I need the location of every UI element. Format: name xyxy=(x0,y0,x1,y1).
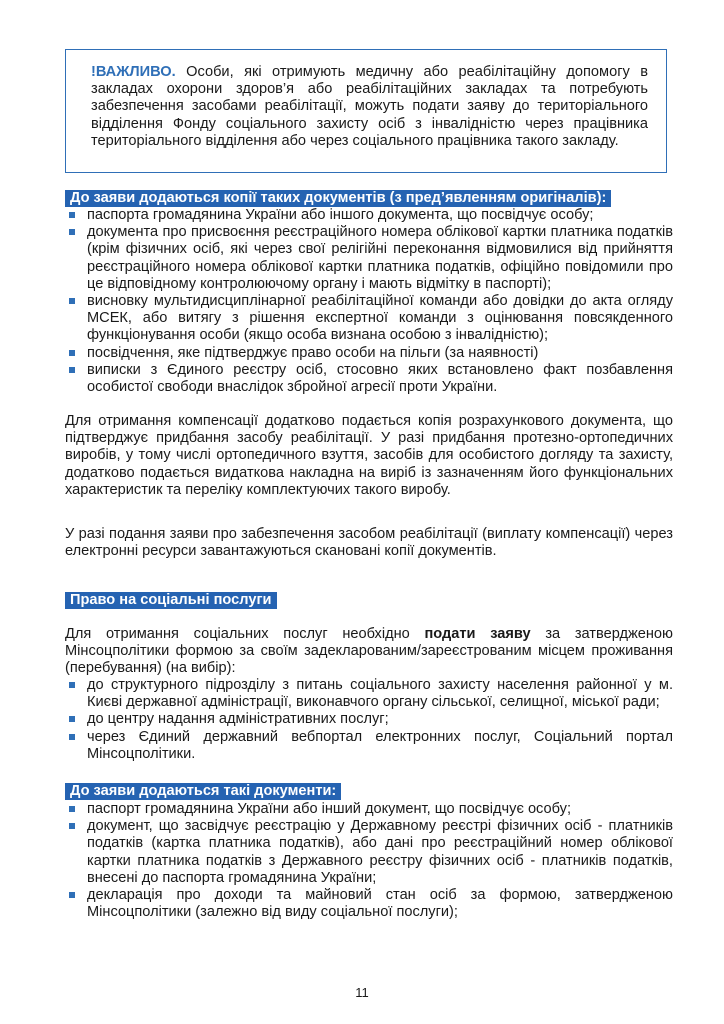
social-services-intro: Для отримання соціальних послуг необхідно подати заяву за затвердженою Мінсоцполітики формою за своїм задекларованим/зареєстрованим місцем проживання (перебування) (на вибір): xyxy=(65,626,673,677)
list-item: до центру надання адміністративних послуг; xyxy=(65,711,673,728)
list-item: до структурного підрозділу з питань соціального захисту населення районної у м. Києві державної адміністрації, виконавчого органу сільської, селищної, міської ради; xyxy=(65,677,673,711)
bullet-square-icon xyxy=(69,298,75,304)
bullet-square-icon xyxy=(69,367,75,373)
bullet-square-icon xyxy=(69,716,75,722)
section-header-social-services: Право на соціальні послуги xyxy=(65,592,277,609)
list-item: через Єдиний державний вебпортал електронних послуг, Соціальний портал Мінсоцполітики. xyxy=(65,729,673,763)
list-item: паспорта громадянина України або іншого документа, що посвідчує особу; xyxy=(65,207,673,224)
submission-places-list xyxy=(65,677,673,763)
list-item: документ, що засвідчує реєстрацію у Державному реєстрі фізичних осіб - платників податків (картка платника податків), або дані про реєстраційний номер облікової картки платника податків з Державного реєстру фізичних осіб - платників податків, внесені до паспорта громадянина України; xyxy=(65,818,673,887)
documents-list xyxy=(65,801,673,921)
submit-application-emphasis: подати заяву xyxy=(424,626,531,642)
section-header-required-copies: До заяви додаються копії таких документів (з пред’явленням оригіналів): xyxy=(65,190,611,207)
bullet-square-icon xyxy=(69,350,75,356)
bullet-square-icon xyxy=(69,734,75,740)
section-header-documents: До заяви додаються такі документи: xyxy=(65,783,341,800)
list-item: паспорт громадянина України або інший документ, що посвідчує особу; xyxy=(65,801,673,818)
bullet-square-icon xyxy=(69,823,75,829)
important-notice-box xyxy=(65,49,667,173)
bullet-square-icon xyxy=(69,806,75,812)
important-notice-text: Особи, які отримують медичну або реабілітаційну допомогу в закладах охорони здоров’я або реабілітаційних закладах та потребують забезпечення засобами реабілітації, можуть подати заяву до територіального відділення Фонду соціального захисту осіб з інвалідністю через працівника територіального відділення або через соціального працівника такого закладу. xyxy=(91,64,648,149)
compensation-paragraph: Для отримання компенсації додатково подається копія розрахункового документа, що підтверджує придбання засобу реабілітації. У разі придбання протезно-ортопедичних виробів, у тому числі ортопедичного взуття, засобів для особистого догляду та захисту, додатково подається видаткова накладна на виріб із зазначенням його функціональних характеристик та переліку комплектуючих такого виробу. xyxy=(65,413,673,498)
important-label: !ВАЖЛИВО. xyxy=(91,64,176,80)
required-copies-list xyxy=(65,207,673,396)
bullet-square-icon xyxy=(69,892,75,898)
bullet-square-icon xyxy=(69,682,75,688)
list-item: посвідчення, яке підтверджує право особи на пільги (за наявності) xyxy=(65,345,673,362)
page-number: 11 xyxy=(355,985,369,1000)
list-item: декларація про доходи та майновий стан осіб за формою, затвердженою Мінсоцполітики (залежно від виду соціальної послуги); xyxy=(65,887,673,921)
bullet-square-icon xyxy=(69,212,75,218)
list-item: висновку мультидисциплінарної реабілітаційної команди або довідки до акта огляду МСЕК, або витягу з рішення експертної команди з оцінювання повсякденного функціонування особи (якщо особа визнана особою з інвалідністю); xyxy=(65,293,673,345)
electronic-submission-paragraph: У разі подання заяви про забезпечення засобом реабілітації (виплату компенсації) через електронні ресурси завантажуються скановані копії документів. xyxy=(65,526,673,560)
list-item: виписки з Єдиного реєстру осіб, стосовно яких встановлено факт позбавлення особистої свободи внаслідок збройної агресії проти України. xyxy=(65,362,673,396)
list-item: документа про присвоєння реєстраційного номера облікової картки платника податків (крім фізичних осіб, які через свої релігійні переконання відмовилися від прийняття реєстраційного номера облікової картки платника податків, офіційно повідомили про це відповідному контролюючому органу і мають відмітку в паспорті); xyxy=(65,224,673,293)
bullet-square-icon xyxy=(69,229,75,235)
